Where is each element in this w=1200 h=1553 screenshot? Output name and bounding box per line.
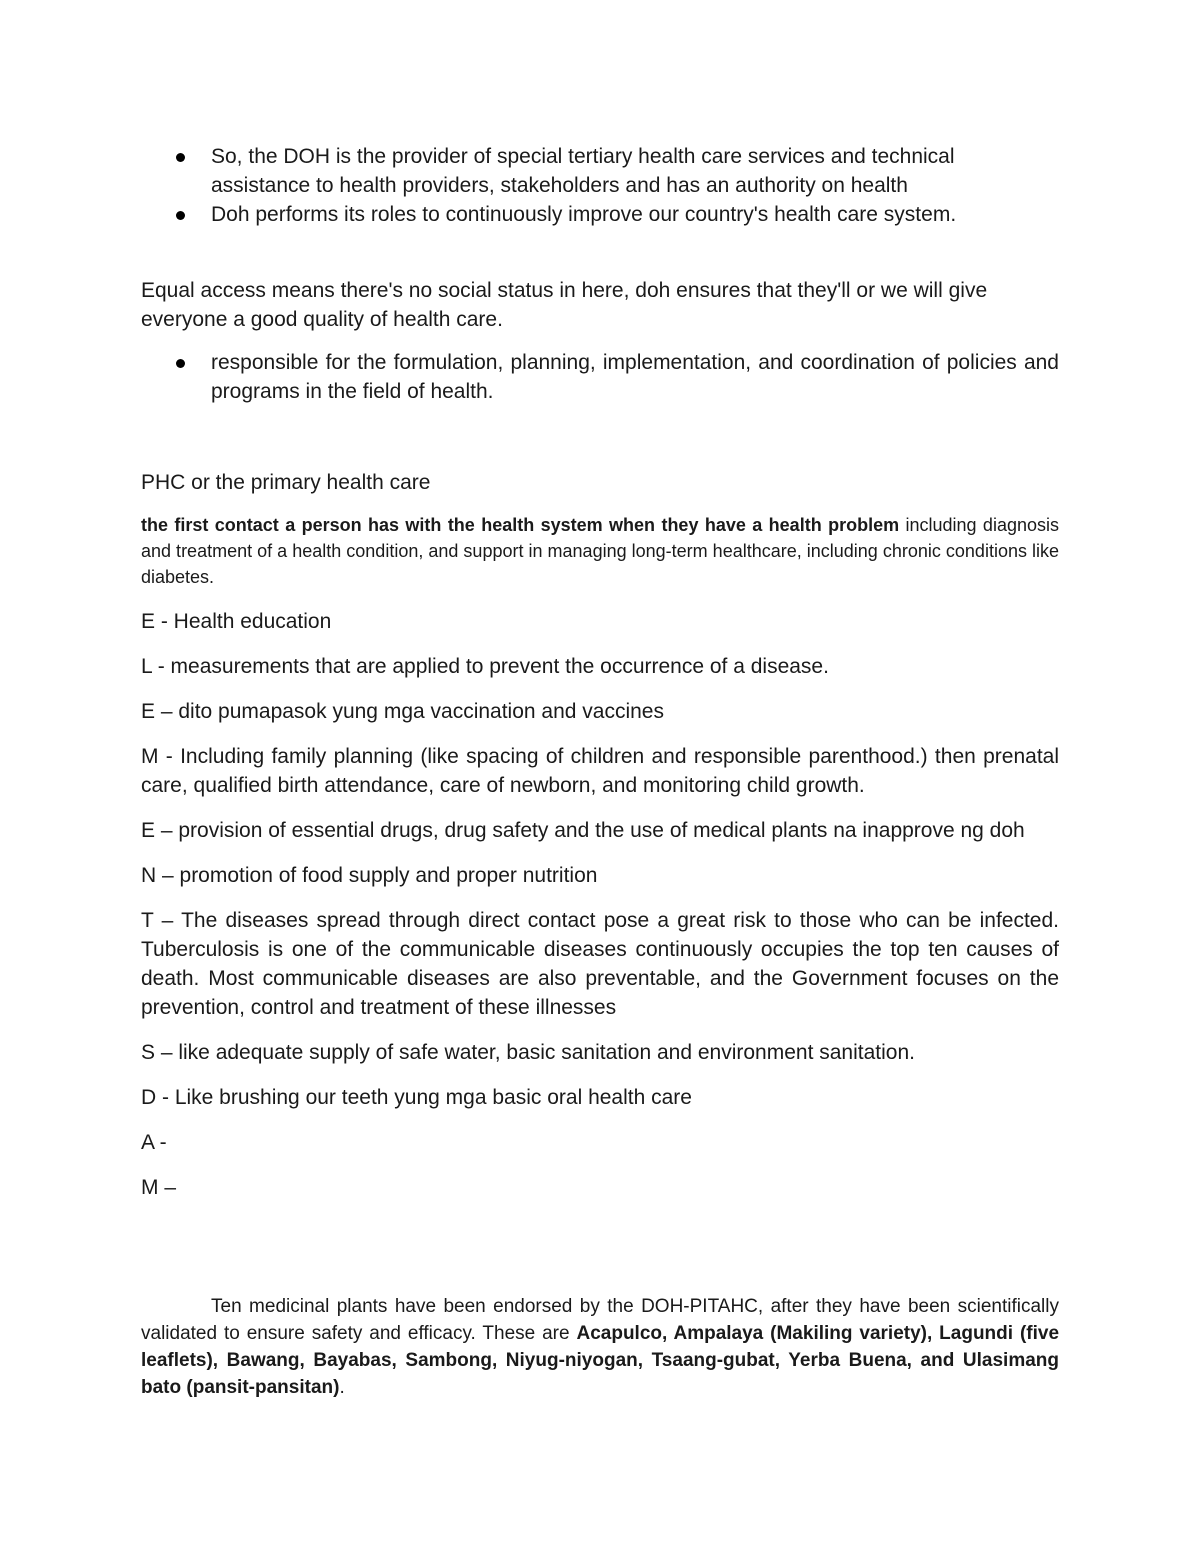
phc-heading: PHC or the primary health care xyxy=(141,471,431,494)
bullet-dot-icon xyxy=(176,359,185,368)
element-item: S – like adequate supply of safe water, basic sanitation and environment sanitation. xyxy=(141,1041,915,1064)
phc-definition-rest: including diagnosis and treatment of a health condition, and support in managing long-term healthcare, including chronic conditions like diabetes. xyxy=(141,515,1059,587)
medicinal-plants-paragraph xyxy=(141,1293,1059,1401)
element-item: M - Including family planning (like spacing of children and responsible parenthood.) then prenatal care, qualified birth attendance, care of newborn, and monitoring child growth. xyxy=(141,745,1059,797)
element-item: T – The diseases spread through direct contact pose a great risk to those who can be infected. Tuberculosis is one of the communicable diseases continuously occupies the top ten causes of death. Most communicable diseases are also preventable, and the Government focuses on the prevention, control and treatment of these illnesses xyxy=(141,909,1059,1019)
phc-definition-bold: the first contact a person has with the health system when they have a health problem xyxy=(141,515,900,535)
element-item: N – promotion of food supply and proper nutrition xyxy=(141,864,598,887)
phc-definition xyxy=(141,512,1059,590)
bullet-text: So, the DOH is the provider of special tertiary health care services and technical assistance to health providers, stakeholders and has an authority on health xyxy=(211,145,955,197)
bullet-item xyxy=(141,142,1059,200)
bullet-item xyxy=(141,200,1059,229)
element-item: D - Like brushing our teeth yung mga basic oral health care xyxy=(141,1086,692,1109)
bullet-text: Doh performs its roles to continuously improve our country's health care system. xyxy=(211,203,957,226)
bullet-text: responsible for the formulation, planning, implementation, and coordination of policies and programs in the field of health. xyxy=(211,351,1059,403)
plants-list: Acapulco, Ampalaya (Makiling variety), Lagundi (five leaflets), Bawang, Bayabas, Sambong, Niyug-niyogan, Tsaang-gubat, Yerba Buena, and Ulasimang bato (pansit-pansitan) xyxy=(141,1323,1060,1398)
bullet-dot-icon xyxy=(176,211,185,220)
plants-end: . xyxy=(339,1377,345,1398)
equal-access-paragraph: Equal access means there's no social status in here, doh ensures that they'll or we will give everyone a good quality of health care. xyxy=(141,279,988,331)
elements-list xyxy=(141,607,1059,1218)
element-item: M – xyxy=(141,1176,177,1199)
element-item: E – dito pumapasok yung mga vaccination and vaccines xyxy=(141,700,664,723)
element-item: A - xyxy=(141,1131,167,1154)
element-item: E – provision of essential drugs, drug safety and the use of medical plants na inapprove ng doh xyxy=(141,819,1025,842)
bullet-dot-icon xyxy=(176,153,185,162)
element-item: L - measurements that are applied to prevent the occurrence of a disease. xyxy=(141,655,829,678)
responsibility-bullet-list xyxy=(141,348,1059,406)
bullet-item xyxy=(141,348,1059,406)
element-item: E - Health education xyxy=(141,610,332,633)
top-bullet-list xyxy=(141,142,1059,229)
plants-intro: Ten medicinal plants have been endorsed by the DOH-PITAHC, after they have been scientifically validated to ensure safety and efficacy. These are xyxy=(141,1296,1059,1344)
